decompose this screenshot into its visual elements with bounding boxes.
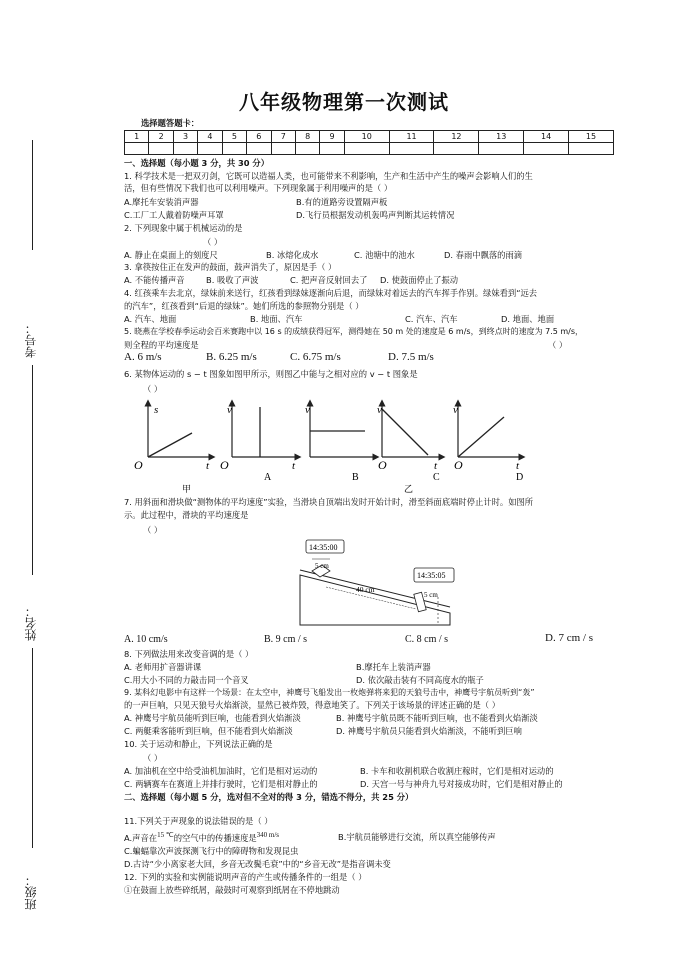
q9-text: 的一声巨响，只见天狼号火焰渐淡，显然已被炸毁，得意地笑了。下列关于该场景的评述正确的是（ ） — [124, 700, 501, 710]
axis-label-v: v — [305, 404, 310, 416]
q10-option-c: C. 两辆赛车在赛道上并排行驶时，它们是相对静止的 — [124, 779, 318, 789]
answer-card-blank[interactable] — [320, 143, 344, 155]
q1-text: 活，但有些情况下我们也可以利用噪声。下列现象属于利用噪声的是（ ） — [124, 183, 393, 193]
answer-card-number: 14 — [524, 131, 569, 143]
answer-card-number: 10 — [344, 131, 389, 143]
origin-label: O — [134, 458, 143, 472]
q4-text: 4. 红孩乘车去北京，绿妹前来送行，红孩看到绿妹逐渐向后退，而绿妹对着远去的汽车挥手作别。绿妹看到“远去 — [124, 288, 538, 298]
answer-card-number: 13 — [479, 131, 524, 143]
exam-number-label: 考号： — [24, 322, 38, 358]
answer-card-number: 12 — [434, 131, 479, 143]
q2-option-a: A. 静止在桌面上的刻度尺 — [124, 250, 218, 260]
axis-label-t: t — [516, 460, 520, 472]
q6-text: 6. 某物体运动的 s − t 图象如图甲所示，则图乙中能与之相对应的 v − t 图象是 — [124, 369, 418, 379]
sidebar-line — [32, 140, 33, 250]
q3-text: 3. 拿筷按住正在发声的鼓面，鼓声消失了，原因是手（ ） — [124, 262, 337, 272]
answer-card-number: 6 — [247, 131, 271, 143]
answer-card-number: 2 — [149, 131, 173, 143]
graph-jia — [134, 403, 212, 472]
q9-option-b: B. 神鹰号宇航员既不能听到巨响，也不能看到火焰渐淡 — [336, 713, 538, 723]
q9-option-a: A. 神鹰号宇航员能听到巨响，也能看到火焰渐淡 — [124, 713, 301, 723]
q8-option-d: D. 依次敲击装有不同高度水的瓶子 — [356, 675, 484, 685]
q11-text: 11.下列关于声现象的说法错误的是（ ） — [124, 816, 273, 826]
answer-card-blank[interactable] — [271, 143, 295, 155]
q7-text: 示。此过程中，滑块的平均速度是 — [124, 510, 249, 520]
axis-label-v: v — [227, 404, 232, 416]
q4-option-b: B. 地面、汽车 — [250, 314, 303, 324]
answer-card-table — [124, 130, 614, 155]
axis-label-t: t — [434, 460, 438, 472]
q8-option-a: A. 老师用扩音器讲课 — [124, 662, 202, 672]
graph-b — [305, 403, 376, 483]
q10-option-a: A. 加油机在空中给受油机加油时，它们是相对运动的 — [124, 766, 318, 776]
q7-paren: （ ） — [143, 525, 163, 535]
q3-option-c: C. 把声音反射回去了 — [290, 275, 368, 285]
answer-card-number: 5 — [222, 131, 246, 143]
q12-text: 12. 下列的实验和实例能说明声音的产生或传播条件的一组是（ ） — [124, 872, 367, 882]
clock-end-text: 14:35:05 — [417, 571, 446, 580]
q5-paren: （ ） — [548, 340, 568, 350]
class-label: 班级： — [24, 874, 38, 910]
answer-card-blank[interactable] — [198, 143, 222, 155]
answer-card-number: 7 — [271, 131, 295, 143]
q5-option-c: C. 6.75 m/s — [290, 351, 341, 363]
q9-option-c: C. 两艇乘客能听到巨响，但不能看到火焰渐淡 — [124, 726, 293, 736]
answer-card-number: 15 — [569, 131, 614, 143]
q1-option-c: C.工厂工人戴着防噪声耳罩 — [124, 210, 224, 220]
q5-option-a: A. 6 m/s — [124, 351, 162, 363]
q2-option-b: B. 冰熔化成水 — [266, 250, 319, 260]
q6-graphs — [120, 395, 530, 495]
q4-option-c: C. 汽车、汽车 — [405, 314, 458, 324]
answer-card-blank[interactable] — [149, 143, 173, 155]
q10-paren: （ ） — [143, 753, 163, 763]
answer-card-blank[interactable] — [569, 143, 614, 155]
answer-card-blank[interactable] — [247, 143, 271, 155]
section1-heading: 一、选择题（每小题 3 分，共 30 分） — [124, 158, 270, 168]
q10-option-d: D. 天宫一号与神舟九号对接成功时，它们是相对静止的 — [360, 779, 563, 789]
q8-option-b: B.摩托车上装消声器 — [356, 662, 431, 672]
q5-text: 5. 晓燕在学校春季运动会百米赛跑中以 16 s 的成绩获得冠军，测得她在 50 m 处的速度是 6 m/s，到终点时的速度为 7.5 m/s， — [124, 327, 584, 336]
origin-label: O — [378, 458, 387, 472]
q1-option-d: D.飞行员根据发动机轰鸣声判断其运转情况 — [296, 210, 455, 220]
q12-item-1: ①在鼓面上放些碎纸屑，敲鼓时可观察到纸屑在不停地跳动 — [124, 885, 340, 895]
answer-card-blank[interactable] — [173, 143, 197, 155]
q1-option-b: B.有的道路旁设置隔声板 — [296, 197, 388, 207]
q2-option-d: D. 春雨中飘落的雨滴 — [444, 250, 523, 260]
q4-option-a: A. 汽车、地面 — [124, 314, 177, 324]
answer-card-blank[interactable] — [434, 143, 479, 155]
len-top: 5 cm — [315, 562, 329, 570]
answer-card-label: 选择题答题卡： — [141, 118, 200, 128]
answer-card-blank[interactable] — [222, 143, 246, 155]
axis-label-v: v — [453, 404, 458, 416]
graph-label-d: D — [516, 472, 524, 483]
q3-option-d: D. 使鼓面停止了振动 — [380, 275, 459, 285]
q6-paren: （ ） — [143, 384, 163, 394]
q4-option-d: D. 地面、地面 — [501, 314, 555, 324]
answer-card-blank[interactable] — [524, 143, 569, 155]
graph-d — [453, 403, 523, 483]
q11-a-speed: 340 m/s — [256, 831, 280, 839]
q2-text: 2. 下列现象中属于机械运动的是 — [124, 223, 243, 233]
q11-a-pre: A.声音在 — [124, 832, 158, 843]
page-title: 八年级物理第一次测试 — [239, 90, 449, 114]
graph-label-b: B — [352, 472, 359, 483]
answer-card-blank[interactable] — [389, 143, 434, 155]
graph-a — [220, 403, 298, 483]
answer-card-number: 8 — [295, 131, 319, 143]
answer-card-blank[interactable] — [344, 143, 389, 155]
graph-label-a: A — [264, 472, 272, 483]
q7-option-c: C. 8 cm / s — [405, 634, 449, 645]
q7-incline-figure — [290, 535, 460, 635]
q3-option-b: B. 吸收了声波 — [206, 275, 259, 285]
q7-text: 7. 用斜面和滑块做“测物体的平均速度”实验，当滑块自顶端出发时开始计时，滑至斜面底端时停止计时。如图所 — [124, 497, 534, 507]
answer-card-number: 9 — [320, 131, 344, 143]
clock-start-text: 14:35:00 — [309, 543, 338, 552]
len-bottom: 5 cm — [424, 591, 438, 599]
axis-label-v: v — [377, 404, 382, 416]
graph-label-c: C — [433, 472, 440, 483]
len-mid: 40 cm — [356, 585, 375, 594]
answer-card-blank[interactable] — [295, 143, 319, 155]
q10-text: 10. 关于运动和静止，下列说法正确的是 — [124, 739, 273, 749]
answer-card-number: 11 — [389, 131, 434, 143]
graph-caption-jia: 甲 — [182, 484, 192, 494]
axis-label-t: t — [292, 460, 296, 472]
q3-option-a: A. 不能传播声音 — [124, 275, 185, 285]
sidebar-line — [32, 365, 33, 575]
q8-option-c: C.用大小不同的力敲击同一个音叉 — [124, 675, 249, 685]
graph-c — [377, 403, 442, 483]
answer-card-number: 4 — [198, 131, 222, 143]
q7-option-d: D. 7 cm / s — [545, 632, 593, 644]
q5-text: 则全程的平均速度是 — [124, 340, 199, 350]
q7-option-b: B. 9 cm / s — [264, 634, 308, 645]
q10-option-b: B. 卡车和收割机联合收割庄稼时，它们是相对运动的 — [360, 766, 554, 776]
section2-heading: 二、选择题（每小题 5 分，选对但不全对的得 3 分，错选不得分，共 25 分） — [124, 792, 414, 802]
graph-caption-yi: 乙 — [404, 484, 414, 494]
q5-option-b: B. 6.25 m/s — [206, 351, 257, 363]
answer-card-number: 1 — [125, 131, 149, 143]
axis-label-t: t — [206, 460, 210, 472]
q11-option-d: D.古诗“少小离家老大回，乡音无改鬓毛衰”中的“乡音无改”是指音调未变 — [124, 859, 391, 869]
q11-option-b: B.宇航员能够进行交流，所以真空能够传声 — [338, 832, 496, 842]
q11-a-mid: 的空气中的传播速度是 — [173, 832, 257, 843]
q9-text: 9. 某科幻电影中有这样一个场景：在太空中，神鹰号飞船发出一枚炮弹将来犯的天狼号击中，神鹰号宇航员听到“轰” — [124, 688, 535, 697]
answer-card-blank[interactable] — [125, 143, 149, 155]
q5-option-d: D. 7.5 m/s — [388, 351, 434, 363]
q11-a-temp: 15 ℃ — [157, 831, 174, 839]
q2-option-c: C. 池塘中的池水 — [354, 250, 415, 260]
origin-label: O — [220, 458, 229, 472]
axis-label-s: s — [154, 404, 159, 416]
q11-option-c: C.蝙蝠靠次声波探测飞行中的障碍物和发现昆虫 — [124, 846, 299, 856]
q7-option-a: A. 10 cm/s — [124, 634, 168, 645]
q4-text: 的汽车”，红孩看到“后退的绿妹”。她们所选的参照物分别是（ ） — [124, 301, 364, 311]
q2-paren: （ ） — [203, 237, 223, 247]
sidebar-line — [32, 648, 33, 848]
answer-card-blank[interactable] — [479, 143, 524, 155]
q11-option-a — [124, 829, 279, 844]
q9-option-d: D. 神鹰号宇航员只能看到火焰渐淡，不能听到巨响 — [336, 726, 522, 736]
origin-label: O — [454, 458, 463, 472]
q1-option-a: A.摩托车安装消声器 — [124, 197, 199, 207]
answer-card-number: 3 — [173, 131, 197, 143]
q8-text: 8. 下列做法用来改变音调的是（ ） — [124, 649, 254, 659]
q1-text: 1. 科学技术是一把双刃剑，它既可以造福人类，也可能带来不利影响，生产和生活中产生的噪声会影响人们的生 — [124, 171, 533, 181]
name-label: 姓名： — [24, 605, 38, 641]
